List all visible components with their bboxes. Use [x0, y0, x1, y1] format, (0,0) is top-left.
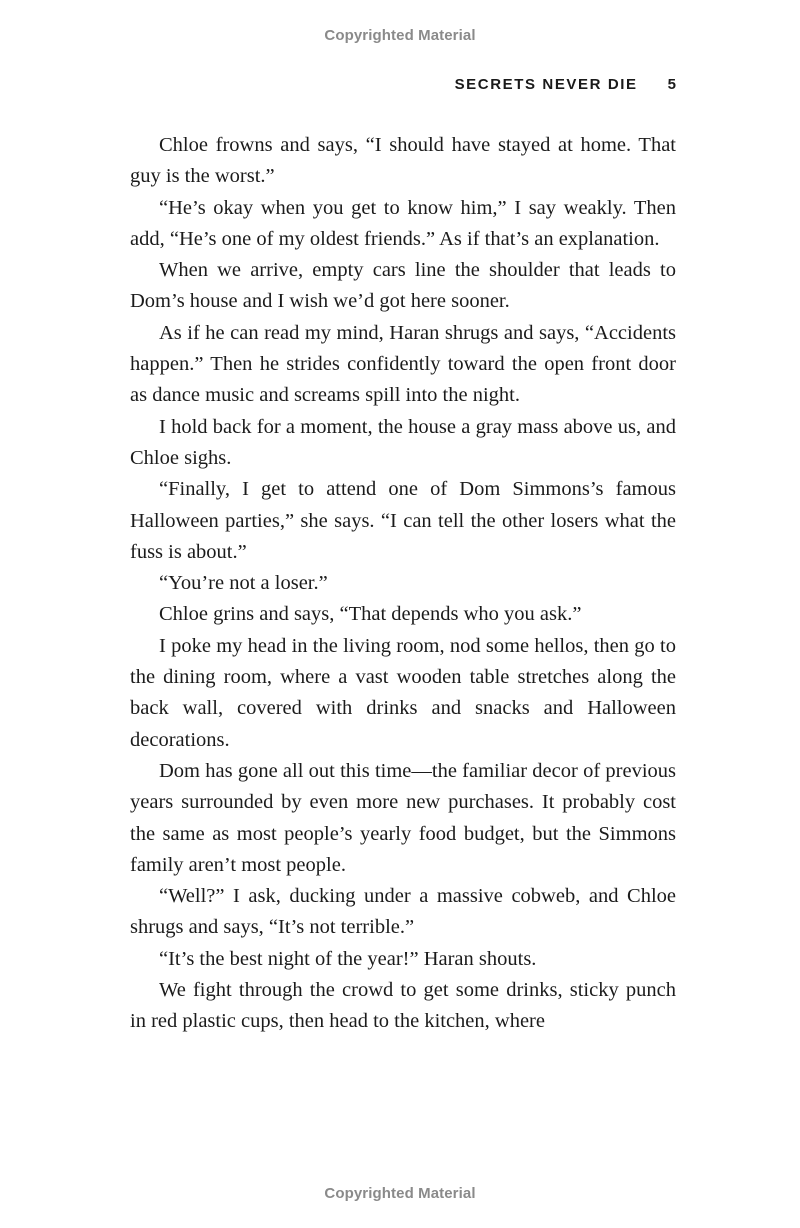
paragraph: When we arrive, empty cars line the shoulder that leads to Dom’s house and I wish we’d got here sooner. — [130, 259, 676, 313]
paragraph: Chloe grins and says, “That depends who you ask.” — [159, 603, 582, 626]
copyright-watermark-top: Copyrighted Material — [324, 27, 476, 44]
paragraph: “You’re not a loser.” — [159, 572, 328, 595]
paragraph: I poke my head in the living room, nod some hellos, then go to the dining room, where a vast wooden table stretches along the back wall, covered with drinks and snacks and Halloween decorations. — [130, 634, 676, 751]
page-body — [130, 130, 676, 1038]
paragraph: “He’s okay when you get to know him,” I say weakly. Then add, “He’s one of my oldest friends.” As if that’s an explanation. — [130, 196, 676, 250]
page-number: 5 — [667, 76, 676, 93]
copyright-watermark-bottom: Copyrighted Material — [324, 1185, 476, 1202]
paragraph: “It’s the best night of the year!” Haran shouts. — [159, 947, 537, 970]
running-header — [130, 76, 676, 93]
paragraph: “Well?” I ask, ducking under a massive cobweb, and Chloe shrugs and says, “It’s not terrible.” — [130, 885, 676, 939]
paragraph: I hold back for a moment, the house a gray mass above us, and Chloe sighs. — [130, 415, 676, 469]
running-title: SECRETS NEVER DIE — [454, 76, 638, 93]
paragraph: As if he can read my mind, Haran shrugs and says, “Accidents happen.” Then he strides confidently toward the open front door as dance music and screams spill into the night. — [130, 321, 676, 407]
paragraph: “Finally, I get to attend one of Dom Simmons’s famous Halloween parties,” she says. “I can tell the other losers what the fuss is about.” — [130, 478, 676, 563]
paragraph: Dom has gone all out this time—the familiar decor of previous years surrounded by even more new purchases. It probably cost the same as most people’s yearly food budget, but the Simmons family aren’t most people. — [130, 759, 676, 876]
paragraph: We fight through the crowd to get some drinks, sticky punch in red plastic cups, then head to the kitchen, where — [130, 979, 676, 1033]
paragraph: Chloe frowns and says, “I should have stayed at home. That guy is the worst.” — [130, 134, 676, 188]
